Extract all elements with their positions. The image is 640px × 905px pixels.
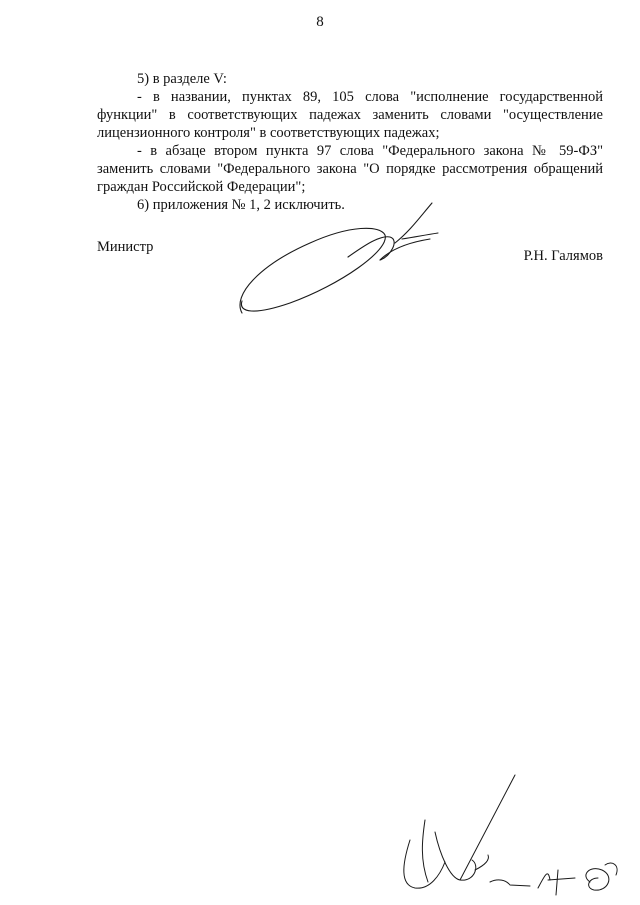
signatory-title: Министр bbox=[97, 239, 154, 255]
minister-signature-image bbox=[230, 195, 450, 325]
approval-signatures-image bbox=[380, 770, 640, 905]
signatory-name: Р.Н. Галямов bbox=[523, 248, 603, 264]
document-body bbox=[97, 70, 603, 214]
page-number: 8 bbox=[316, 14, 324, 30]
paragraph-law-replacement: - в абзаце втором пункта 97 слова "Федерального закона № 59-ФЗ" заменить словами "Федерального закона "О порядке рассмотрения обращений граждан Российской Федерации"; bbox=[97, 143, 603, 195]
paragraph-title-replacement: - в названии, пунктах 89, 105 слова "исполнение государственной функции" в соответствующих падежах заменить словами "осуществление лицензионного контроля" в соответствующих падежах; bbox=[97, 89, 603, 141]
paragraph-appendix-removal: 6) приложения № 1, 2 исключить. bbox=[137, 197, 345, 213]
paragraph-section-5: 5) в разделе V: bbox=[137, 71, 227, 87]
